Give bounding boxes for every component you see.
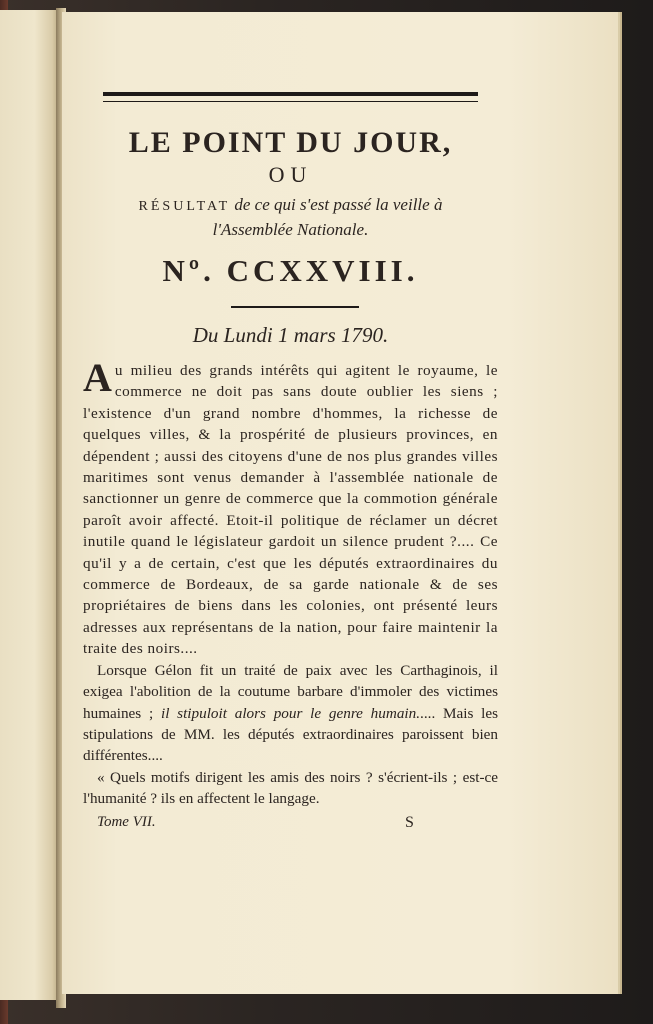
article-body xyxy=(83,355,499,810)
left-page-edge xyxy=(0,10,59,1000)
paragraph-1-text: u milieu des grands intérêts qui agitent le royaume, le commerce ne doit pas sans doute oublier les siens ; l'existence d'un grand nombre d'hommes, la richesse de quelques villes, & la prospérité de plusieurs provinces, en dépendent ; aussi des citoyens d'une de nos plus grandes villes maritimes sont venus demander à l'assemblée nationale de sanctionner un genre de commerce que la commotion générale paroît avoir affecté. Etoit-il politique de réclamer un décret inutile quand le législateur gardoit un silence prudent ?.... Ce qu'il y a de certain, c'est que les députés extraordinaires du commerce de Bordeaux, de sa garde nationale & de ses propriétaires de biens dans les colonies, ont présenté leurs adresses aux représentans de la nation, pour faire maintenir la traite des noirs.... xyxy=(83,362,498,658)
issue-number: Nº. CCXXVIII. xyxy=(162,253,419,288)
subtitle-line2: l'Assemblée Nationale. xyxy=(212,220,369,239)
header-rule xyxy=(103,92,478,102)
paragraph-3: « Quels motifs dirigent les amis des noirs ? s'écrient-ils ; est-ce l'humanité ? ils en affectent le langage. xyxy=(83,768,498,808)
newspaper-subtitle xyxy=(83,193,498,241)
paragraph-2-a: Lorsque Gélon fit un traité de paix avec les Carthaginois, il exigea l'abolition de la coutume barbare d'immoler des victimes humaines ; xyxy=(83,661,498,722)
tome-label: Tome VII. xyxy=(97,813,156,830)
subtitle-rest: de ce qui s'est passé la veille à xyxy=(230,195,443,214)
section-rule xyxy=(231,306,359,308)
paragraph-1 xyxy=(83,355,498,660)
paragraph-2-b: .... Mais les stipulations de MM. les députés extraordinaires paroissent bien différentes.... xyxy=(83,704,499,765)
dropcap-letter: A xyxy=(83,355,112,400)
signature-mark: S xyxy=(405,813,414,831)
title-connector: OU xyxy=(268,162,313,187)
issue-date: Du Lundi 1 mars 1790. xyxy=(192,323,389,347)
paragraph-2 xyxy=(83,660,498,767)
subtitle-lead: RÉSULTAT xyxy=(138,199,231,214)
paragraph-2-italic: il stipuloit alors pour le genre humain. xyxy=(160,704,421,722)
page-content xyxy=(83,92,498,836)
newspaper-title: LE POINT DU JOUR, xyxy=(128,126,453,159)
page-footer xyxy=(83,814,498,836)
